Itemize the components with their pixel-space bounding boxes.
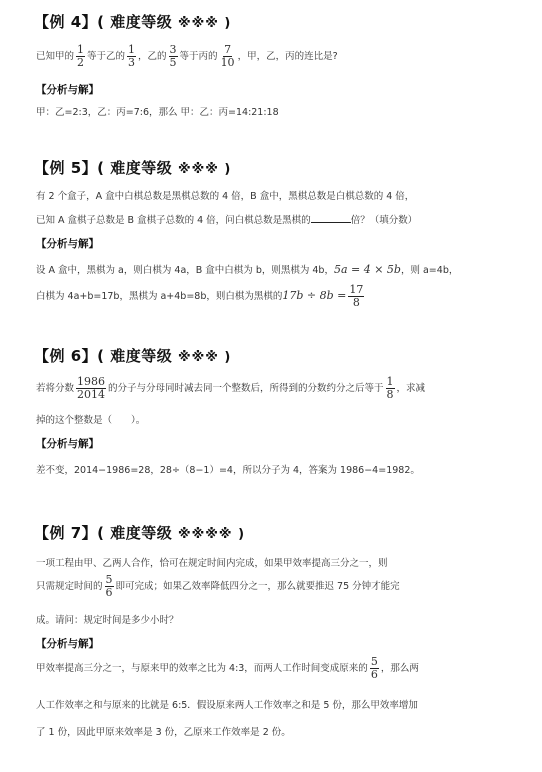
difficulty-label: ( 难度等级: [97, 347, 173, 365]
fraction: $\frac{1}{8}$: [386, 375, 394, 401]
example-4-question: 已知甲的 $\frac{1}{2}$ 等于乙的 $\frac{1}{3}$ ，乙的 $\frac{3}{5}$ 等于丙的 $\frac{7}{10}$ ，甲，乙，丙的连比是?: [36, 43, 338, 69]
example-6-question-line-1: 若将分数 $\frac{1986}{2014}$ 的分子与分母同时减去同一个整数后，所得到的分数约分之后等于 $\frac{1}{8}$ ，求减: [36, 375, 426, 401]
fraction: $\frac{1}{3}$: [128, 43, 136, 69]
difficulty-label: ( 难度等级: [97, 13, 173, 31]
example-7-answer-line-3: 了 1 份，因此甲原来效率是 3 份，乙原来工作效率是 2 份。: [36, 727, 291, 738]
example-7-question-line-3: 成。请问：规定时间是多少小时？: [36, 615, 179, 626]
example-7-answer-line-2: 人工作效率之和与原来的比就是 6:5．假设原来两人工作效率之和是 5 份，那么甲效率增加: [36, 700, 418, 711]
answer-blank: [311, 213, 351, 223]
example-4-title: 【例 4】: [34, 13, 98, 31]
example-7-analysis-heading: 【分析与解】: [36, 638, 99, 650]
difficulty-marks: ※※※※ ): [177, 527, 246, 542]
difficulty-label: ( 难度等级: [97, 159, 173, 177]
fraction: $\frac{5}{6}$: [105, 573, 113, 599]
example-4-analysis-heading: 【分析与解】: [36, 84, 99, 96]
example-5-question-line-2: 已知 A 盒棋子总数是 B 盒棋子总数的 4 倍，问白棋总数是黑棋的 倍？（填分数）: [36, 215, 418, 226]
example-7-question-line-2: 只需规定时间的 $\frac{5}{6}$ 即可完成；如果乙效率降低四分之一，那么就要推迟 75 分钟才能完: [36, 573, 400, 599]
difficulty-marks: ※※※ ): [177, 16, 232, 31]
example-7-answer-line-1: 甲效率提高三分之一，与原来甲的效率之比为 4:3，而两人工作时间变成原来的 $\frac{5}{6}$ ，那么两: [36, 655, 419, 681]
example-5-title: 【例 5】: [34, 159, 98, 177]
fraction: $\frac{7}{10}$: [220, 43, 235, 69]
example-5-analysis-heading: 【分析与解】: [36, 238, 99, 250]
equation: 5a = 4 × 5b: [333, 263, 401, 276]
example-4-heading: [34, 11, 231, 32]
example-6-heading: [34, 345, 231, 366]
fraction: $\frac{17}{8}$: [349, 283, 364, 309]
difficulty-label: ( 难度等级: [97, 524, 173, 542]
example-5-answer-line-1: 设 A 盒中，黑棋为 a，则白棋为 4a，B 盒中白棋为 b，则黑棋为 4b，5a = 4 × 5b，则 a=4b，: [36, 263, 459, 276]
example-5-heading: [34, 157, 231, 178]
fraction: $\frac{1}{2}$: [77, 43, 85, 69]
example-4-answer: 甲：乙=2:3，乙：丙=7:6，那么 甲：乙：丙=14:21:18: [36, 107, 279, 118]
example-6-title: 【例 6】: [34, 347, 98, 365]
example-6-question-line-2: 掉的这个整数是（ ）。: [36, 415, 146, 426]
example-7-heading: [34, 522, 245, 543]
fraction: $\frac{5}{6}$: [370, 655, 378, 681]
example-5-answer-line-2: 白棋为 4a+b=17b，黑棋为 a+4b=8b，则白棋为黑棋的17b ÷ 8b = $\frac{17}{8}$: [36, 283, 364, 309]
example-6-answer: 差不变，2014−1986=28，28÷（8−1）=4，所以分子为 4，答案为 1986−4=1982。: [36, 465, 420, 476]
difficulty-marks: ※※※ ): [177, 162, 232, 177]
fraction: $\frac{1986}{2014}$: [77, 375, 106, 401]
example-7-title: 【例 7】: [34, 524, 98, 542]
equation: 17b ÷ 8b =: [282, 289, 347, 302]
example-7-question-line-1: 一项工程由甲、乙两人合作，恰可在规定时间内完成，如果甲效率提高三分之一，则: [36, 558, 388, 569]
example-5-question-line-1: 有 2 个盒子，A 盒中白棋总数是黑棋总数的 4 倍，B 盒中，黑棋总数是白棋总数的 4 倍，: [36, 191, 415, 202]
fraction: $\frac{3}{5}$: [169, 43, 177, 69]
difficulty-marks: ※※※ ): [177, 350, 232, 365]
example-6-analysis-heading: 【分析与解】: [36, 438, 99, 450]
